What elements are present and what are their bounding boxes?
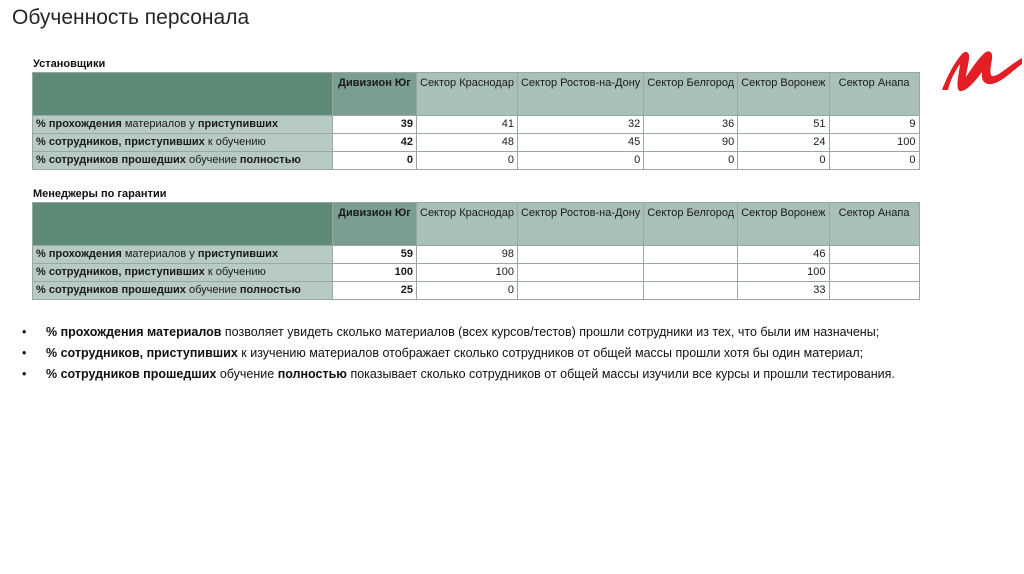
list-item [22, 345, 895, 366]
table-cell: 0 [333, 152, 417, 170]
table-cell: 36 [644, 116, 738, 134]
header-cell: Сектор Анапа [829, 73, 919, 116]
table-cell: 90 [644, 134, 738, 152]
header-cell: Сектор Ростов-на-Дону [517, 203, 643, 246]
table-cell: 100 [333, 264, 417, 282]
logo-mark [942, 51, 1022, 91]
bullet: • [22, 367, 27, 381]
header-corner [33, 73, 333, 116]
table-cell: 59 [333, 246, 417, 264]
table-row [33, 264, 920, 282]
brand-logo [936, 44, 1024, 96]
table-cell: 46 [738, 246, 829, 264]
installers-caption: Установщики [33, 58, 106, 70]
row-label: % прохождения материалов у приступивших [33, 116, 333, 134]
note-text: позволяет увидеть сколько материалов (всех курсов/тестов) прошли сотрудники из тех, что были им назначены; [221, 325, 880, 339]
table-cell: 100 [738, 264, 829, 282]
header-cell: Дивизион Юг [333, 73, 417, 116]
table-cell: 0 [829, 152, 919, 170]
notes-list [22, 324, 895, 387]
row-label: % сотрудников, приступивших к обучению [33, 264, 333, 282]
header-cell: Сектор Воронеж [738, 203, 829, 246]
table-cell [644, 264, 738, 282]
table-cell: 25 [333, 282, 417, 300]
note-term: полностью [277, 367, 347, 381]
table-cell: 42 [333, 134, 417, 152]
table-cell [829, 282, 919, 300]
bullet: • [22, 325, 27, 339]
list-item [22, 324, 895, 345]
warranty-managers-table [32, 202, 920, 300]
table-cell: 98 [417, 246, 518, 264]
note-text: обучение [216, 367, 278, 381]
table-cell: 0 [417, 152, 518, 170]
table-cell: 48 [417, 134, 518, 152]
table-cell: 33 [738, 282, 829, 300]
header-corner [33, 203, 333, 246]
table-cell: 0 [738, 152, 829, 170]
table-cell: 51 [738, 116, 829, 134]
row-label: % сотрудников прошедших обучение полностью [33, 282, 333, 300]
header-cell: Сектор Воронеж [738, 73, 829, 116]
table-cell: 100 [417, 264, 518, 282]
table-cell: 0 [517, 152, 643, 170]
table-cell [644, 246, 738, 264]
table-header-row [33, 73, 920, 116]
table-cell: 32 [517, 116, 643, 134]
list-item [22, 366, 895, 387]
table-row [33, 116, 920, 134]
table-cell: 41 [417, 116, 518, 134]
row-label: % сотрудников, приступивших к обучению [33, 134, 333, 152]
table-cell [517, 264, 643, 282]
header-cell: Сектор Ростов-на-Дону [517, 73, 643, 116]
table-row [33, 246, 920, 264]
table-cell: 39 [333, 116, 417, 134]
table-cell [644, 282, 738, 300]
note-term: % сотрудников прошедших [46, 367, 217, 381]
note-term: % сотрудников, приступивших [46, 346, 238, 360]
header-cell: Сектор Белгород [644, 203, 738, 246]
table-header-row [33, 203, 920, 246]
header-cell: Сектор Анапа [829, 203, 919, 246]
table-cell: 24 [738, 134, 829, 152]
table-row [33, 282, 920, 300]
table-cell: 0 [644, 152, 738, 170]
page-title: Обученность персонала [12, 6, 250, 29]
table-row [33, 134, 920, 152]
header-cell: Сектор Белгород [644, 73, 738, 116]
header-cell: Дивизион Юг [333, 203, 417, 246]
header-cell: Сектор Краснодар [417, 73, 518, 116]
table-row [33, 152, 920, 170]
table-cell: 100 [829, 134, 919, 152]
table-cell [829, 246, 919, 264]
bullet: • [22, 346, 27, 360]
installers-table [32, 72, 920, 170]
row-label: % прохождения материалов у приступивших [33, 246, 333, 264]
table-cell [517, 282, 643, 300]
table-cell: 45 [517, 134, 643, 152]
table-cell [829, 264, 919, 282]
row-label: % сотрудников прошедших обучение полностью [33, 152, 333, 170]
table-cell [517, 246, 643, 264]
header-cell: Сектор Краснодар [417, 203, 518, 246]
note-term: % прохождения материалов [46, 325, 222, 339]
table-cell: 9 [829, 116, 919, 134]
table-cell: 0 [417, 282, 518, 300]
note-text: показывает сколько сотрудников от общей массы изучили все курсы и прошли тестирования. [346, 367, 895, 381]
warranty-managers-caption: Менеджеры по гарантии [33, 188, 167, 200]
note-text: к изучению материалов отображает сколько сотрудников от общей массы прошли хотя бы один материал; [237, 346, 864, 360]
